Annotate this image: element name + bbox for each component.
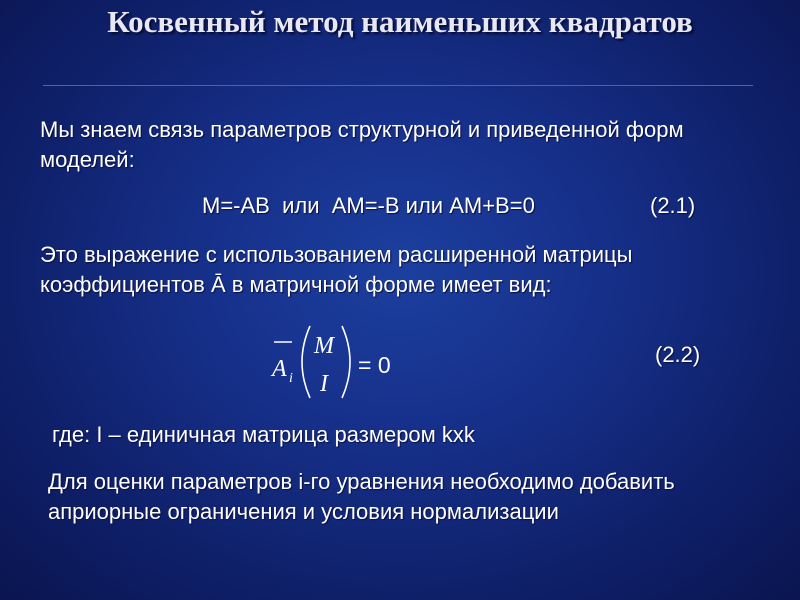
slide-title: Косвенный метод наименьших квадратов: [107, 4, 693, 39]
equation-2-2-number: (2.2): [655, 342, 701, 367]
formula-rhs: = 0: [358, 352, 391, 378]
paragraph-relation-intro: Мы знаем связь параметров структурной и приведенной форм моделей:: [40, 117, 684, 172]
title-divider: [43, 85, 753, 86]
equation-2-1-number: (2.1): [650, 193, 696, 218]
equation-2-1: М=-АВ или АМ=-В или АМ+В=0: [202, 193, 535, 218]
matrix-subscript: i: [289, 371, 293, 386]
paragraph-extended-matrix: Это выражение с использованием расширенной матрицы коэффициентов Ā в матричной форме имеет вид:: [40, 242, 633, 297]
left-parenthesis: [302, 326, 310, 398]
paragraph-normalization: Для оценки параметров i-го уравнения необходимо добавить априорные ограничения и условия нормализации: [48, 469, 675, 524]
matrix-formula-2-2: [270, 318, 420, 406]
right-parenthesis: [342, 326, 350, 398]
vector-top: M: [314, 333, 334, 359]
vector-bottom: I: [320, 371, 328, 397]
matrix-symbol: A: [272, 356, 287, 382]
paragraph-identity-definition: где: I – единичная матрица размером kxk: [52, 422, 475, 447]
